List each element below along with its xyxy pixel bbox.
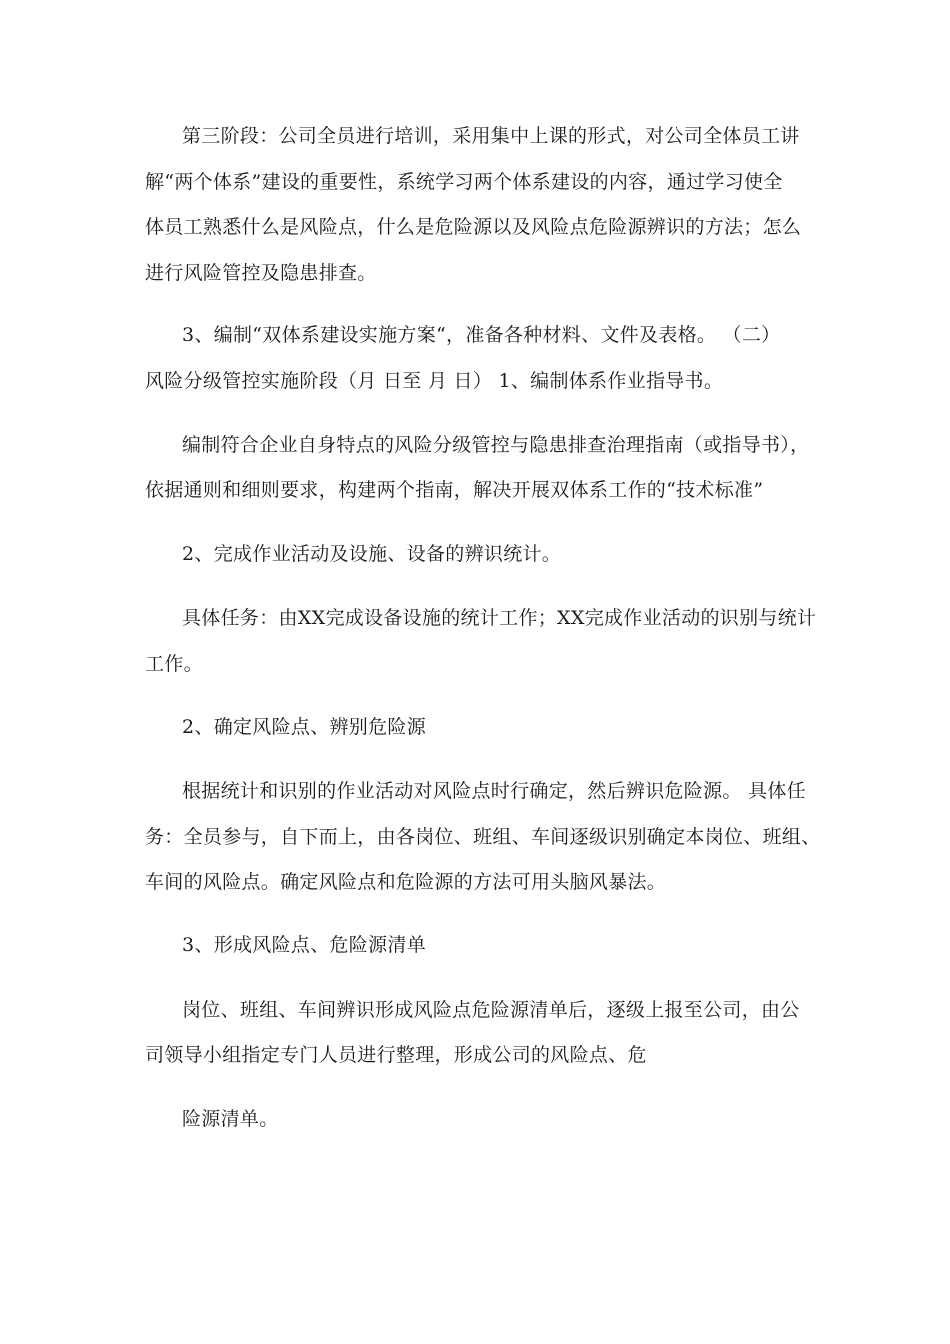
text-line: 2、完成作业活动及设施、设备的辨识统计。: [182, 543, 562, 565]
text-line: 3、编制“双体系建设实施方案“，准备各种材料、文件及表格。 （二）: [182, 324, 781, 346]
text-line: 车间的风险点。确定风险点和危险源的方法可用头脑风暴法。: [145, 871, 667, 893]
text-line: 风险分级管控实施阶段（月 日至 月 日） 1、编制体系作业指导书。: [145, 370, 724, 392]
text-line: 编制符合企业自身特点的风险分级管控与隐患排查治理指南（或指导书），: [182, 434, 810, 456]
text-line: 险源清单。: [182, 1108, 279, 1130]
text-line: 进行风险管控及隐患排查。: [145, 262, 377, 284]
text-line: 解“两个体系”建设的重要性，系统学习两个体系建设的内容，通过学习使全: [145, 171, 783, 193]
text-line: 依据通则和细则要求，构建两个指南，解决开展双体系工作的“技术标准”: [145, 479, 764, 501]
text-line: 根据统计和识别的作业活动对风险点时行确定，然后辨识危险源。 具体任: [182, 780, 806, 802]
text-line: 体员工熟悉什么是风险点，什么是危险源以及风险点危险源辨识的方法；怎么: [145, 216, 802, 238]
text-line: 务：全员参与，自下而上，由各岗位、班组、车间逐级识别确定本岗位、班组、: [145, 826, 821, 848]
text-line: 岗位、班组、车间辨识形成风险点危险源清单后，逐级上报至公司，由公: [182, 999, 800, 1021]
text-line: 第三阶段：公司全员进行培训，采用集中上课的形式，对公司全体员工讲: [182, 125, 800, 147]
text-line: 3、形成风险点、危险源清单: [182, 934, 426, 956]
text-line: 司领导小组指定专门人员进行整理，形成公司的风险点、危: [145, 1044, 647, 1066]
text-line: 工作。: [145, 653, 203, 675]
text-line: 具体任务：由XX完成设备设施的统计工作；XX完成作业活动的识别与统计: [182, 607, 817, 629]
text-line: 2、确定风险点、辨别危险源: [182, 716, 426, 738]
